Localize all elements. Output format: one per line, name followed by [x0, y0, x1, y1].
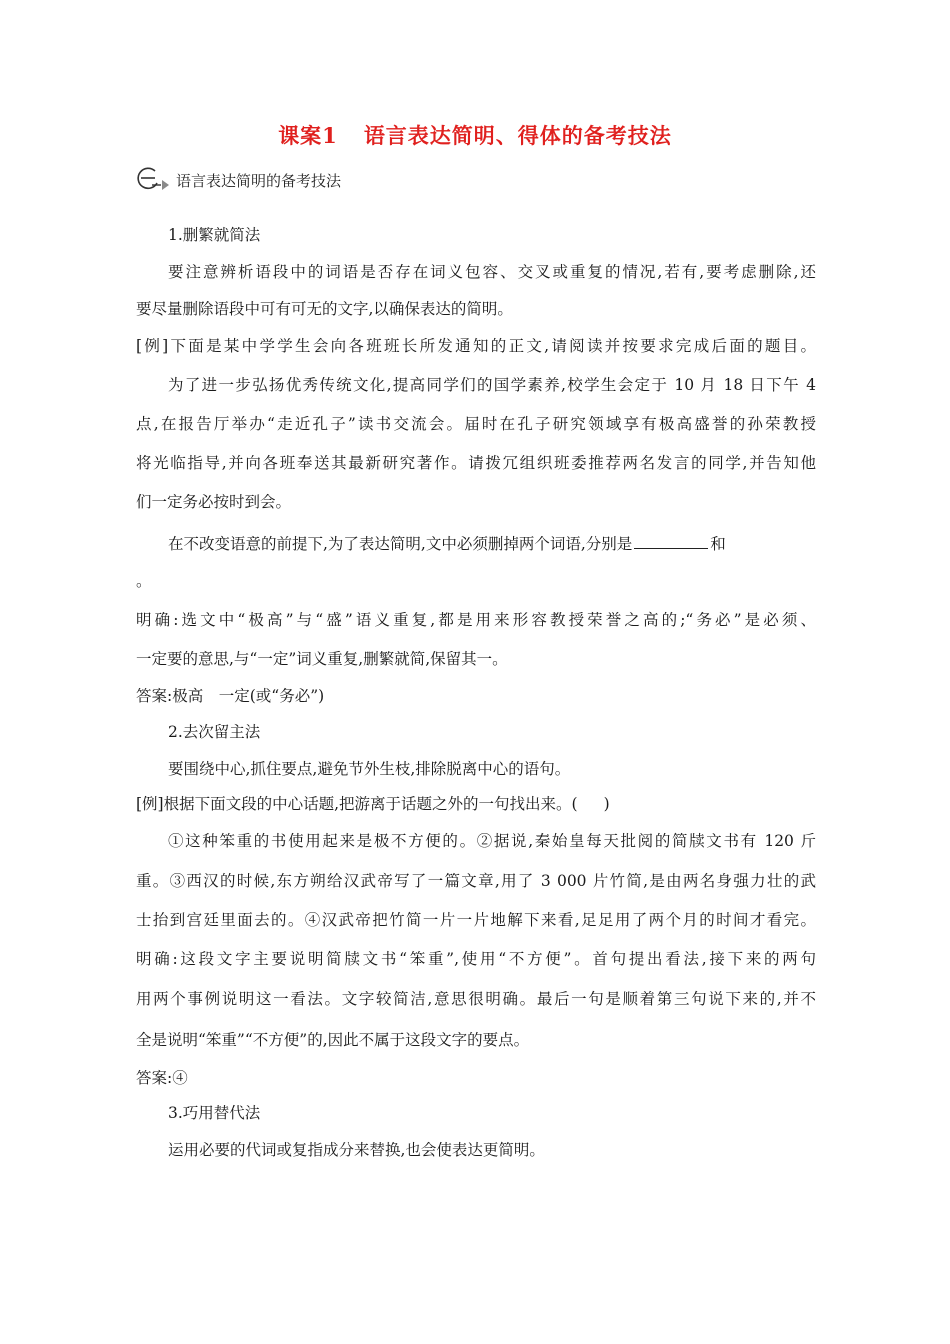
subheading-3: 3.巧用替代法 [168, 1104, 261, 1122]
paragraph-line: 要尽量删除语段中可有可无的文字,以确保表达的简明。 [136, 300, 513, 318]
title-topic: 语言表达简明、得体的备考技法 [363, 123, 672, 148]
title-lesson-number: 课案1 [278, 123, 338, 148]
answer-line: 答案:④ [136, 1069, 188, 1087]
passage-line: 士抬到宫廷里面去的。④汉武帝把竹简一片一片地解下来看,足足用了两个月的时间才看完。 [136, 911, 816, 929]
explanation-line: 明确:这段文字主要说明简牍文书“笨重”,使用“不方便”。首句提出看法,接下来的两句 [136, 950, 816, 968]
paragraph-line: 运用必要的代词或复指成分来替换,也会使表达更简明。 [168, 1141, 545, 1159]
paragraph-line: 要注意辨析语段中的词语是否存在词义包容、交叉或重复的情况,若有,要考虑删除,还 [168, 263, 816, 281]
passage-line: 为了进一步弘扬优秀传统文化,提高同学们的国学素养,校学生会定于 10 月 18 日下午 4 [168, 376, 816, 394]
question-text: 在不改变语意的前提下,为了表达简明,文中必须删掉两个词语,分别是 [168, 535, 633, 553]
passage-line: ①这种笨重的书使用起来是极不方便的。②据说,秦始皇每天批阅的简牍文书有 120 斤 [168, 832, 816, 850]
section-marker-icon [136, 164, 172, 192]
passage-line: 们一定务必按时到会。 [136, 493, 292, 511]
passage-line: 将光临指导,并向各班奉送其最新研究著作。请拨冗组织班委推荐两名发言的同学,并告知他 [136, 454, 816, 472]
explanation-line: 明确:选文中“极高”与“盛”语义重复,都是用来形容教授荣誉之高的;“务必”是必须、 [136, 611, 816, 629]
subheading-2: 2.去次留主法 [168, 723, 261, 741]
page-title [0, 120, 950, 150]
passage-line: 点,在报告厅举办“走近孔子”读书交流会。届时在孔子研究领域享有极高盛誉的孙荣教授 [136, 415, 816, 433]
example-prompt: [例]下面是某中学学生会向各班班长所发通知的正文,请阅读并按要求完成后面的题目。 [136, 337, 816, 355]
explanation-line: 一定要的意思,与“一定”词义重复,删繁就简,保留其一。 [136, 650, 508, 668]
answer-line: 答案:极高 一定(或“务必”) [136, 687, 325, 705]
section-title: 语言表达简明的备考技法 [176, 172, 342, 190]
question-text-end: 和 [710, 535, 726, 553]
explanation-line: 全是说明“笨重”“不方便”的,因此不属于这段文字的要点。 [136, 1031, 530, 1049]
answer-blank[interactable] [634, 532, 708, 549]
passage-line: 重。③西汉的时候,东方朔给汉武帝写了一篇文章,用了 3 000 片竹简,是由两名身强力壮的武 [136, 872, 816, 890]
example-text-end: ) [603, 795, 610, 813]
explanation-line: 用两个事例说明这一看法。文字较简洁,意思很明确。最后一句是顺着第三句说下来的,并不 [136, 990, 816, 1008]
subheading-1: 1.删繁就简法 [168, 226, 261, 244]
example-prompt [136, 794, 816, 814]
paragraph-line: 要围绕中心,抓住要点,避免节外生枝,排除脱离中心的语句。 [168, 760, 571, 778]
example-text: [例]根据下面文段的中心话题,把游离于话题之外的一句找出来。( [136, 795, 578, 813]
question-line [168, 532, 816, 554]
question-line-end: 。 [136, 572, 152, 590]
